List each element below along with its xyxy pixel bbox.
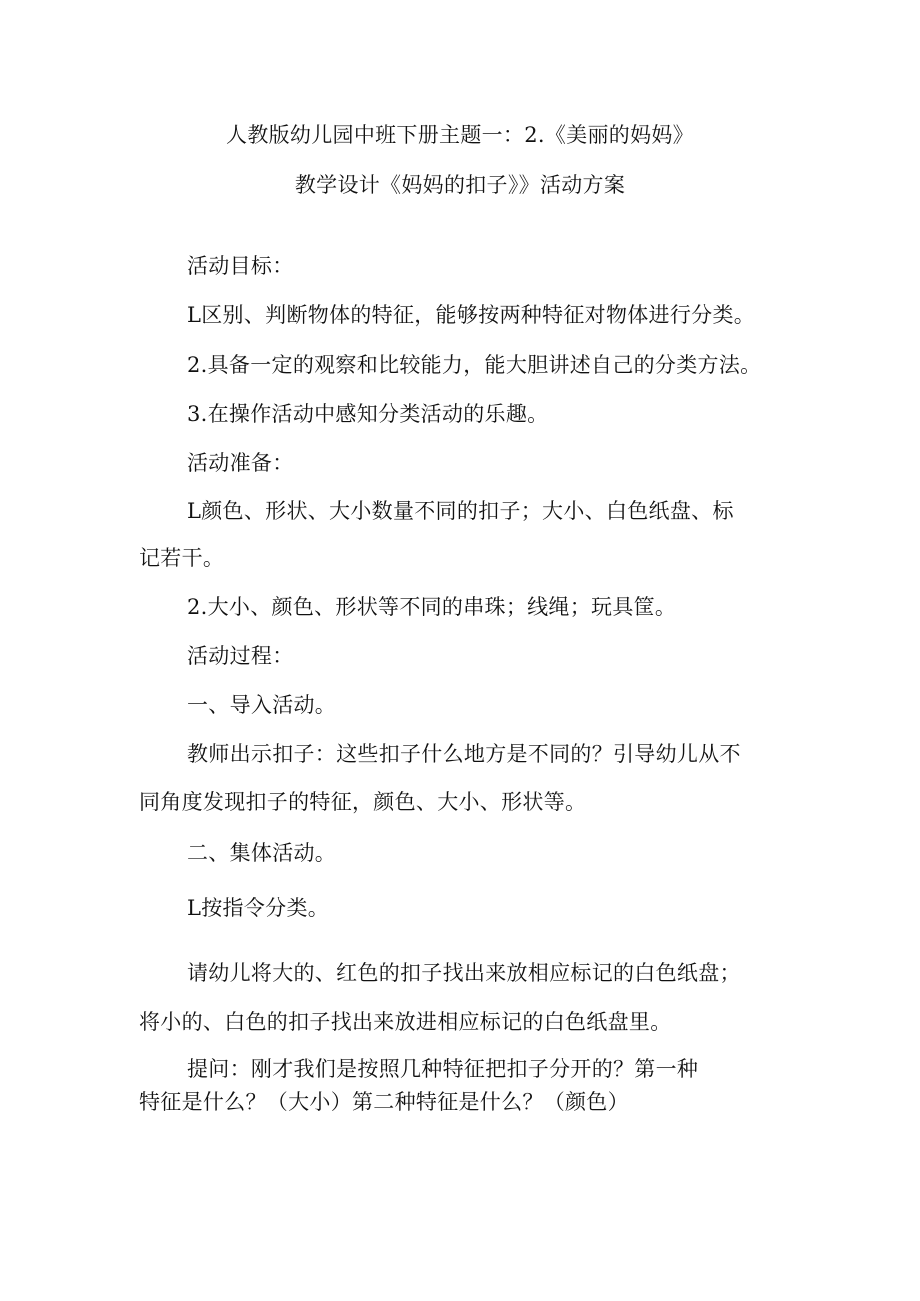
paragraph-line: 2.大小、颜色、形状等不同的串珠；线绳；玩具筐。	[187, 595, 677, 619]
paragraph-line: 将小的、白色的扣子找出来放进相应标记的白色纸盘里。	[139, 1010, 672, 1034]
paragraph-line: 请幼儿将大的、红色的扣子找出来放相应标记的白色纸盘；	[187, 961, 741, 985]
paragraph-line: L颜色、形状、大小数量不同的扣子；大小、白色纸盘、标	[187, 499, 734, 523]
section-heading-process: 活动过程：	[187, 644, 294, 668]
paragraph-line: 3.在操作活动中感知分类活动的乐趣。	[187, 402, 549, 426]
paragraph-line: 同角度发现扣子的特征，颜色、大小、形状等。	[139, 790, 587, 814]
section-heading-preparation: 活动准备：	[187, 451, 294, 475]
paragraph-line: 特征是什么？（大小）第二种特征是什么？（颜色）	[139, 1090, 629, 1114]
paragraph-line: L按指令分类。	[187, 896, 330, 920]
paragraph-line: L区别、判断物体的特征，能够按两种特征对物体进行分类。	[187, 303, 756, 327]
section-heading-goals: 活动目标：	[187, 254, 294, 278]
paragraph-line: 记若干。	[139, 546, 225, 570]
paragraph-line: 提问：刚才我们是按照几种特征把扣子分开的？第一种	[187, 1057, 699, 1081]
paragraph-line: 教师出示扣子：这些扣子什么地方是不同的？引导幼儿从不	[187, 742, 741, 766]
document-title-line-1: 人教版幼儿园中班下册主题一：2.《美丽的妈妈》	[226, 123, 694, 147]
paragraph-line: 2.具备一定的观察和比较能力，能大胆讲述自己的分类方法。	[187, 353, 762, 377]
subsection-heading: 一、导入活动。	[187, 693, 337, 717]
subsection-heading: 二、集体活动。	[187, 841, 337, 865]
document-title-line-2: 教学设计《妈妈的扣子》》活动方案	[294, 173, 626, 197]
